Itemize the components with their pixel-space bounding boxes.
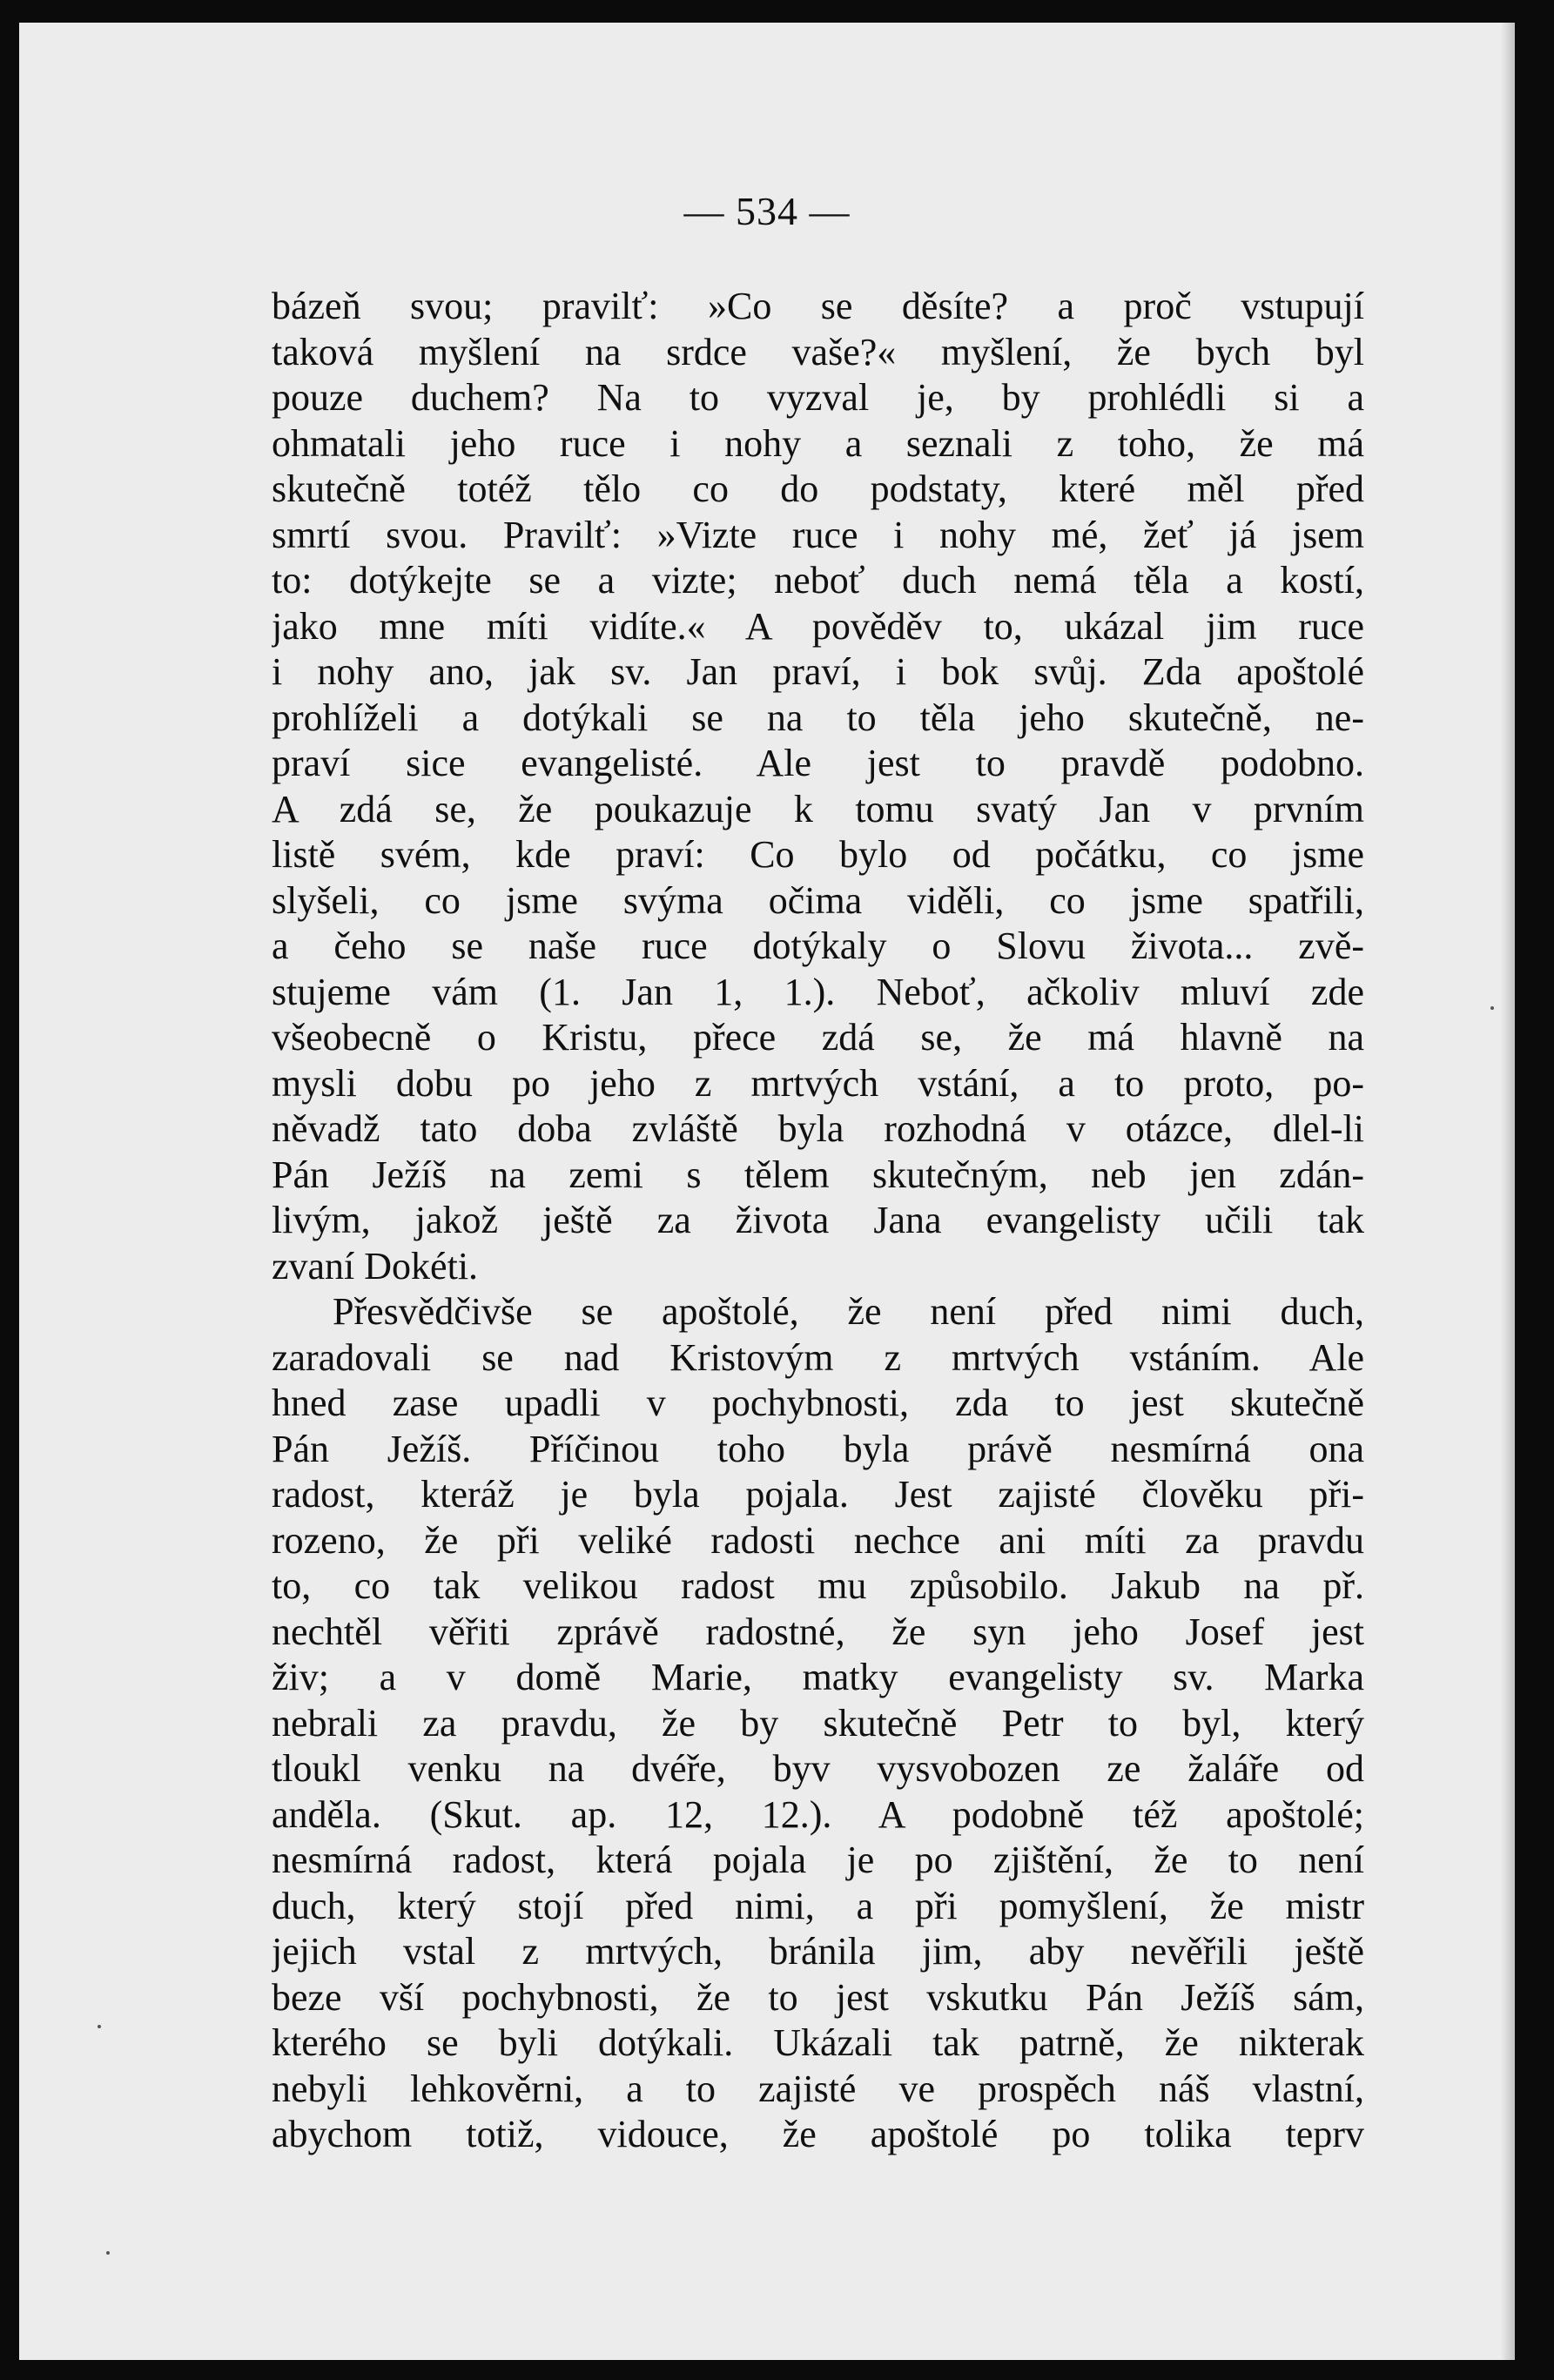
text-line: abychom totiž, vidouce, že apoštolé po tolika teprv [272,2113,1364,2155]
text-line: ohmatali jeho ruce i nohy a seznali z toho, že má [272,421,1364,465]
text-line: radost, kteráž je byla pojala. Jest zajisté člověku při- [272,1473,1364,1516]
text-line: nebrali za pravdu, že by skutečně Petr to byl, který [272,1701,1364,1745]
text-line: bázeň svou; pravilť: »Co se děsíte? a proč vstupují [272,285,1364,327]
text-line: hned zase upadli v pochybnosti, zda to jest skutečně [272,1382,1364,1424]
text-line: i nohy ano, jak sv. Jan praví, i bok svůj. Zda apoštolé [272,650,1364,693]
text-line: jejich vstal z mrtvých, bránila jim, aby nevěřili ještě [272,1930,1364,1973]
text-line: něvadž tato doba zvláště byla rozhodná v otázce, dlel-li [272,1107,1364,1150]
text-line: livým, jakož ještě za života Jana evangelisty učili tak [272,1199,1364,1241]
page-number: — 534 — [683,189,851,233]
text-line: slyšeli, co jsme svýma očima viděli, co jsme spatřili, [272,878,1364,922]
page-edge-shadow [1501,23,1515,2360]
text-line: pouze duchem? Na to vyzval je, by prohlédli si a [272,376,1364,419]
body-text [272,284,1364,2158]
text-line: živ; a v domě Marie, matky evangelisty sv. Marka [272,1656,1364,1698]
text-line: listě svém, kde praví: Co bylo od počátku, co jsme [272,833,1364,876]
book-page [19,23,1515,2360]
text-line: to, co tak velikou radost mu způsobilo. Jakub na př. [272,1564,1364,1607]
text-line: všeobecně o Kristu, přece zdá se, že má hlavně na [272,1016,1364,1059]
text-line: stujeme vám (1. Jan 1, 1.). Neboť, ačkoliv mluví zde [272,970,1364,1013]
text-line: jako mne míti vidíte.« A pověděv to, ukázal jim ruce [272,604,1364,648]
text-line: beze vší pochybnosti, že to jest vskutku Pán Ježíš sám, [272,1975,1364,2019]
paragraph-end-line: zvaní Dokéti. [272,1244,479,1287]
text-line: smrtí svou. Pravilť: »Vizte ruce i nohy mé, žeť já jsem [272,513,1364,556]
text-line: taková myšlení na srdce vaše?« myšlení, že bych byl [272,330,1364,373]
text-line: Pán Ježíš na zemi s tělem skutečným, neb jen zdán- [272,1153,1364,1196]
text-line: A zdá se, že poukazuje k tomu svatý Jan v prvním [272,787,1364,830]
text-line: nebyli lehkověrni, a to zajisté ve prospěch náš vlastní, [272,2067,1364,2110]
text-line: nechtěl věřiti zprávě radostné, že syn jeho Josef jest [272,1610,1364,1653]
paper-speck [1490,1006,1494,1010]
text-line: to: dotýkejte se a vizte; neboť duch nemá těla a kostí, [272,559,1364,602]
paragraph-start-line: Přesvědčivše se apoštolé, že není před nimi duch, [333,1290,1364,1333]
text-line: duch, který stojí před nimi, a při pomyšlení, že mistr [272,1884,1364,1927]
text-line: Pán Ježíš. Příčinou toho byla právě nesmírná ona [272,1427,1364,1470]
text-line: rozeno, že při veliké radosti nechce ani míti za pravdu [272,1518,1364,1562]
text-line: nesmírná radost, která pojala je po zjištění, že to není [272,1839,1364,1881]
text-line: kterého se byli dotýkali. Ukázali tak patrně, že nikterak [272,2021,1364,2064]
paper-speck [106,2251,110,2255]
paper-speck [98,2025,101,2028]
text-line: mysli dobu po jeho z mrtvých vstání, a to proto, po- [272,1061,1364,1105]
text-line: zaradovali se nad Kristovým z mrtvých vstáním. Ale [272,1335,1364,1379]
text-line: praví sice evangelisté. Ale jest to pravdě podobno. [272,742,1364,784]
text-line: a čeho se naše ruce dotýkaly o Slovu života... zvě- [272,924,1364,967]
text-line: tloukl venku na dvéře, byv vysvobozen ze žaláře od [272,1747,1364,1790]
text-line: anděla. (Skut. ap. 12, 12.). A podobně též apoštolé; [272,1792,1364,1836]
text-line: skutečně totéž tělo co do podstaty, které měl před [272,467,1364,510]
text-line: prohlíželi a dotýkali se na to těla jeho skutečně, ne- [272,696,1364,739]
